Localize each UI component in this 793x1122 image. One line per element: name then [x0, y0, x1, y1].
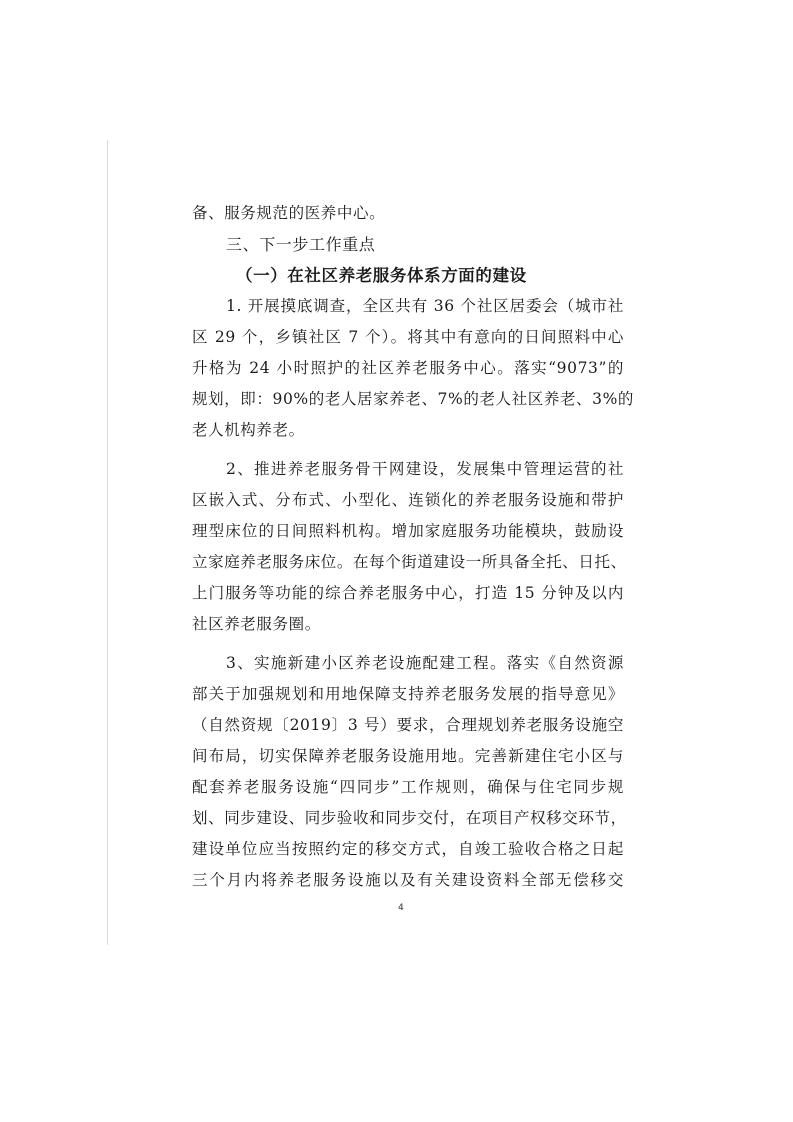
page-number: 4 [398, 903, 404, 913]
paragraph-1-line: 1. 开展摸底调查，全区共有 36 个社区居委会（城市社 [226, 297, 624, 315]
paragraph-2-line: 区嵌入式、分布式、小型化、连锁化的养老服务设施和带护 [192, 491, 624, 509]
paragraph-2-line: 立家庭养老服务床位。在每个街道建设一所具备全托、日托、 [192, 553, 627, 571]
scan-edge-line [107, 140, 108, 945]
paragraph-gap [192, 446, 624, 454]
paragraph-3-line: 间布局，切实保障养老服务设施用地。完善新建住宅小区与 [192, 747, 624, 765]
paragraph-3-line: 划、同步建设、同步验收和同步交付，在项目产权移交环节， [192, 809, 627, 827]
paragraph-1-line: 规划，即：90%的老人居家养老、7%的老人社区养老、3%的 [192, 390, 635, 408]
paragraph-3-line: （自然资规〔2019〕3 号）要求，合理规划养老服务设施空 [192, 716, 624, 734]
document-body [192, 198, 635, 896]
paragraph-3-line: 部关于加强规划和用地保障支持养老服务发展的指导意见》 [192, 685, 624, 703]
paragraph-2-line: 上门服务等功能的综合养老服务中心，打造 15 分钟及以内 [192, 584, 624, 602]
paragraph-3-line: 配套养老服务设施“四同步”工作规则，确保与住宅同步规 [192, 778, 624, 796]
paragraph-3-line: 建设单位应当按照约定的移交方式，自竣工验收合格之日起 [192, 840, 624, 858]
paragraph-1-line: 老人机构养老。 [192, 421, 305, 439]
paragraph-2-line: 理型床位的日间照料机构。增加家庭服务功能模块，鼓励设 [192, 522, 624, 540]
paragraph-continuation-line: 备、服务规范的医养中心。 [192, 204, 386, 222]
section-heading: 三、下一步工作重点 [226, 235, 376, 254]
paragraph-2-line: 2、推进养老服务骨干网建设，发展集中管理运营的社 [226, 460, 624, 478]
paragraph-gap [192, 640, 624, 648]
paragraph-1-line: 区 29 个，乡镇社区 7 个）。将其中有意向的日间照料中心 [192, 328, 624, 346]
paragraph-2-line: 社区养老服务圈。 [192, 615, 321, 633]
paragraph-1-line: 升格为 24 小时照护的社区养老服务中心。落实“9073”的 [192, 359, 624, 377]
paragraph-3-line: 3、实施新建小区养老设施配建工程。落实《自然资源 [226, 654, 624, 672]
paragraph-3-line: 三个月内将养老服务设施以及有关建设资料全部无偿移交 [192, 871, 624, 889]
subsection-heading: （一）在社区养老服务体系方面的建设 [236, 266, 527, 285]
